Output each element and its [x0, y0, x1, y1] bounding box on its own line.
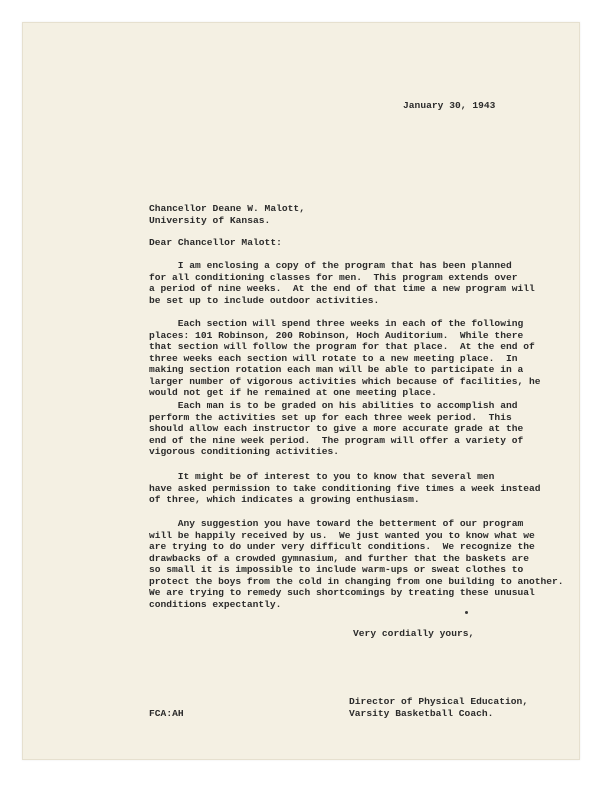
salutation: Dear Chancellor Malott:: [149, 237, 282, 248]
signature-title-line1: Director of Physical Education,: [349, 696, 529, 707]
paragraph-line: conditions expectantly.: [149, 598, 282, 610]
recipient-institution: University of Kansas.: [149, 215, 271, 226]
paragraph-line: making section rotation each man will be able to participate in a: [149, 364, 524, 375]
paragraph-line: that section will follow the program for that place. At the end of: [149, 341, 535, 352]
paragraph-line: would not get if he remained at one meeting place.: [149, 387, 437, 398]
paragraph-4: [149, 471, 541, 506]
paragraph-line: end of the nine week period. The program will offer a variety of: [149, 434, 524, 446]
paragraph-line: We are trying to remedy such shortcomings by treating these unusual: [149, 587, 535, 598]
paragraph-line: should allow each instructor to give a more accurate grade at the: [149, 423, 524, 434]
paragraph-line: three weeks each section will rotate to a new meeting place. In: [149, 352, 518, 364]
paragraph-line: protect the boys from the cold in changing from one building to another.: [149, 575, 564, 587]
paragraph-line: Each section will spend three weeks in each of the following: [149, 318, 524, 329]
paragraph-line: have asked permission to take conditioning five times a week instead: [149, 482, 541, 494]
paragraph-2: [149, 318, 541, 399]
paragraph-line: drawbacks of a crowded gymnasium, and further that the baskets are: [149, 552, 529, 564]
paragraph-line: places: 101 Robinson, 200 Robinson, Hoch Auditorium. While there: [149, 329, 524, 341]
paragraph-line: Any suggestion you have toward the betterment of our program: [149, 518, 524, 529]
paragraph-line: a period of nine weeks. At the end of that time a new program will: [149, 283, 535, 294]
paragraph-line: are trying to do under very difficult conditions. We recognize the: [149, 541, 535, 552]
paragraph-1: [149, 260, 535, 306]
paragraph-line: so small it is impossible to include warm-ups or sweat clothes to: [149, 564, 524, 575]
paragraph-line: Each man is to be graded on his abilities to accomplish and: [149, 400, 518, 411]
reference-initials: FCA:AH: [149, 708, 184, 719]
letter-paper: [22, 22, 580, 760]
letter-date: January 30, 1943: [403, 100, 496, 111]
paragraph-line: will be happily received by us. We just wanted you to know what we: [149, 529, 535, 541]
paragraph-line: perform the activities set up for each three week period. This: [149, 411, 512, 423]
signature-title-line2: Varsity Basketball Coach.: [349, 708, 494, 719]
paragraph-line: be set up to include outdoor activities.: [149, 294, 380, 306]
paragraph-line: larger number of vigorous activities which because of facilities, he: [149, 375, 541, 387]
closing: Very cordially yours,: [353, 628, 475, 639]
paragraph-line: of three, which indicates a growing enthusiasm.: [149, 494, 420, 505]
paragraph-5: [149, 518, 564, 610]
paragraph-line: for all conditioning classes for men. This program extends over: [149, 271, 518, 283]
paragraph-line: I am enclosing a copy of the program that has been planned: [149, 260, 512, 271]
paragraph-line: It might be of interest to you to know that several men: [149, 471, 495, 482]
ink-speck: [465, 611, 468, 614]
paragraph-line: vigorous conditioning activities.: [149, 446, 339, 457]
paragraph-3: [149, 400, 523, 458]
recipient-name: Chancellor Deane W. Malott,: [149, 203, 305, 214]
